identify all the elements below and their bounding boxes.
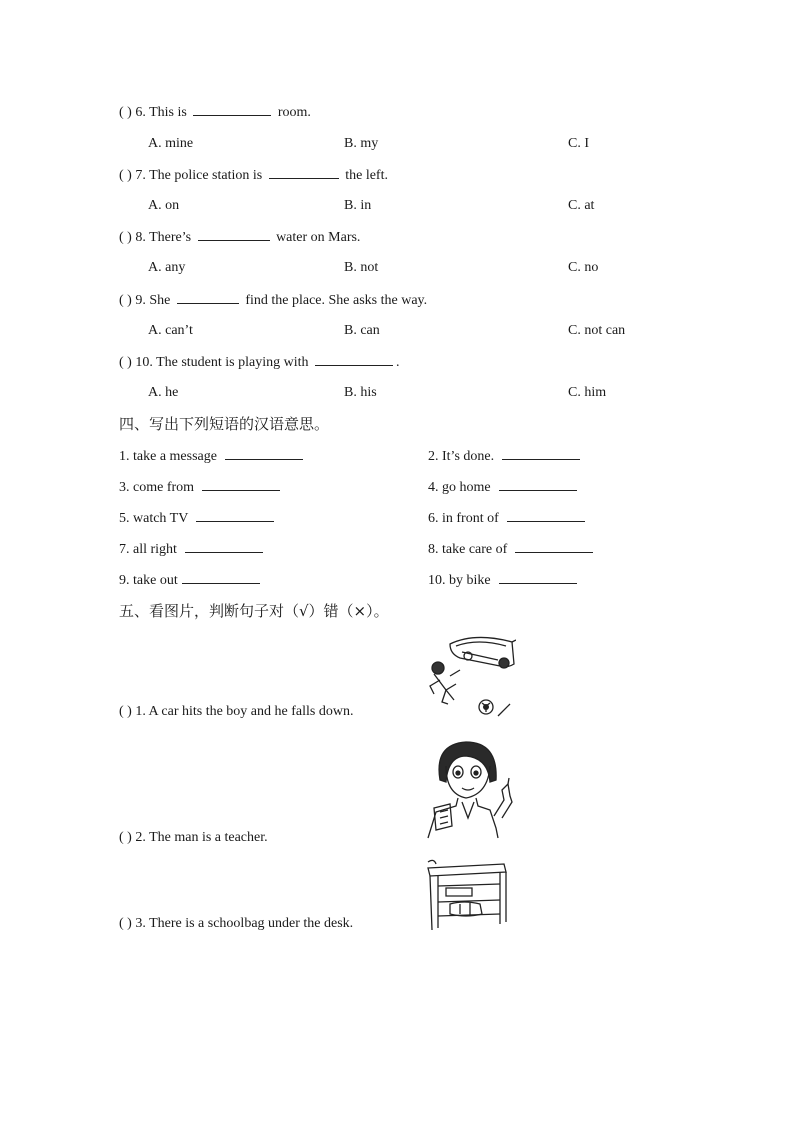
phrase-item: 1. take a message bbox=[119, 447, 306, 466]
option-b: B. can bbox=[344, 323, 380, 338]
woman-teacher-illustration bbox=[418, 738, 522, 840]
option-a: A. mine bbox=[148, 136, 194, 151]
answer-blank[interactable] bbox=[269, 166, 339, 179]
question-9-stem: ( ) 9. She find the place. She asks the way. bbox=[119, 293, 428, 308]
section-5-title: 五、看图片，判断句子对（√）错（×）。 bbox=[119, 602, 389, 620]
answer-blank[interactable] bbox=[198, 228, 270, 241]
option-b: B. his bbox=[344, 385, 377, 400]
answer-blank[interactable] bbox=[507, 509, 585, 522]
answer-blank[interactable] bbox=[196, 509, 274, 522]
answer-blank[interactable] bbox=[202, 478, 280, 491]
answer-blank[interactable] bbox=[499, 478, 577, 491]
phrase-item: 9. take out bbox=[119, 571, 263, 590]
phrase-item: 10. by bike bbox=[428, 571, 580, 590]
answer-blank[interactable] bbox=[225, 447, 303, 460]
answer-blank[interactable] bbox=[315, 353, 393, 366]
option-c: C. not can bbox=[568, 323, 626, 338]
phrase-item: 2. It’s done. bbox=[428, 447, 583, 466]
desk-schoolbag-illustration bbox=[424, 858, 508, 934]
phrase-item: 3. come from bbox=[119, 478, 283, 497]
phrase-item: 5. watch TV bbox=[119, 509, 277, 528]
option-a: A. on bbox=[148, 198, 180, 213]
answer-blank[interactable] bbox=[515, 540, 593, 553]
option-a: A. any bbox=[148, 260, 186, 275]
option-c: C. at bbox=[568, 198, 595, 213]
option-b: B. my bbox=[344, 136, 379, 151]
answer-blank[interactable] bbox=[193, 103, 271, 116]
question-8-stem: ( ) 8. There’s water on Mars. bbox=[119, 230, 361, 245]
phrase-item: 4. go home bbox=[428, 478, 580, 497]
answer-blank[interactable] bbox=[502, 447, 580, 460]
phrase-item: 7. all right bbox=[119, 540, 266, 559]
answer-blank[interactable] bbox=[185, 540, 263, 553]
phrase-item: 6. in front of bbox=[428, 509, 588, 528]
judge-item-1: ( ) 1. A car hits the boy and he falls down. bbox=[119, 704, 354, 719]
judge-item-2: ( ) 2. The man is a teacher. bbox=[119, 830, 268, 845]
option-a: A. can’t bbox=[148, 323, 193, 338]
section-4-title: 四、写出下列短语的汉语意思。 bbox=[119, 415, 330, 433]
answer-blank[interactable] bbox=[177, 291, 239, 304]
option-a: A. he bbox=[148, 385, 179, 400]
question-7-stem: ( ) 7. The police station is the left. bbox=[119, 168, 388, 183]
phrase-item: 8. take care of bbox=[428, 540, 596, 559]
judge-item-3: ( ) 3. There is a schoolbag under the desk. bbox=[119, 916, 354, 931]
answer-blank[interactable] bbox=[499, 571, 577, 584]
option-c: C. no bbox=[568, 260, 599, 275]
question-6-stem: ( ) 6. This is room. bbox=[119, 105, 311, 120]
option-c: C. him bbox=[568, 385, 607, 400]
answer-blank[interactable] bbox=[182, 571, 260, 584]
option-b: B. in bbox=[344, 198, 372, 213]
option-c: C. I bbox=[568, 136, 589, 151]
car-accident-illustration bbox=[420, 630, 516, 720]
option-b: B. not bbox=[344, 260, 379, 275]
question-10-stem: ( ) 10. The student is playing with . bbox=[119, 355, 400, 370]
